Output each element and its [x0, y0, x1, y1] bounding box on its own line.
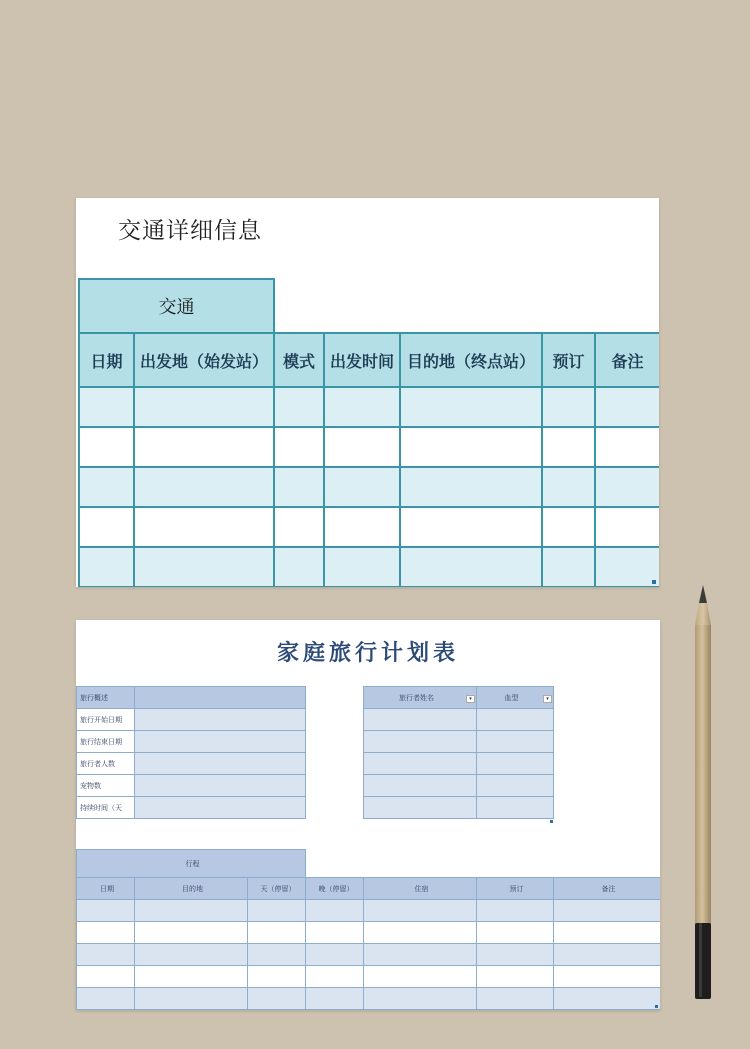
table-cell[interactable] — [274, 507, 324, 547]
table-cell[interactable] — [364, 797, 477, 819]
table-cell[interactable] — [477, 900, 554, 922]
table-cell[interactable] — [77, 922, 135, 944]
table-cell[interactable] — [554, 922, 661, 944]
table-cell[interactable] — [79, 467, 134, 507]
table-cell[interactable] — [134, 547, 274, 587]
table-cell[interactable] — [134, 387, 274, 427]
table-cell[interactable] — [364, 731, 477, 753]
transport-section-header: 交通 — [79, 279, 274, 333]
table-cell[interactable] — [364, 944, 477, 966]
overview-label: 旅行者人数 — [77, 753, 135, 775]
overview-label: 持续时间（天 — [77, 797, 135, 819]
column-label: 血型 — [504, 693, 519, 702]
table-row — [77, 687, 306, 709]
overview-label: 旅行开始日期 — [77, 709, 135, 731]
table-cell[interactable] — [364, 775, 477, 797]
overview-label: 宠物数 — [77, 775, 135, 797]
table-cell[interactable] — [542, 467, 595, 507]
table-row — [77, 753, 306, 775]
travel-plan-sheet — [76, 620, 660, 1010]
table-row — [77, 988, 661, 1010]
table-cell[interactable] — [135, 709, 306, 731]
table-cell[interactable] — [400, 427, 542, 467]
itinerary-table — [76, 849, 660, 1010]
transport-sheet — [76, 198, 659, 587]
itinerary-header: 行程 — [77, 850, 306, 878]
table-cell[interactable] — [477, 797, 554, 819]
table-row — [77, 878, 661, 900]
overview-header: 旅行概述 — [77, 687, 135, 709]
table-cell[interactable] — [77, 944, 135, 966]
table-row — [77, 900, 661, 922]
travel-plan-title: 家庭旅行计划表 — [276, 640, 459, 666]
table-cell[interactable] — [364, 753, 477, 775]
table-cell[interactable] — [134, 467, 274, 507]
column-header: 预订 — [542, 333, 595, 387]
table-cell[interactable] — [248, 900, 306, 922]
table-row — [364, 687, 554, 709]
column-header: 出发时间 — [324, 333, 400, 387]
table-cell[interactable] — [542, 547, 595, 587]
table-cell[interactable] — [248, 944, 306, 966]
table-cell[interactable] — [477, 775, 554, 797]
table-cell[interactable] — [306, 988, 364, 1010]
table-cell[interactable] — [595, 387, 659, 427]
column-label: 旅行者姓名 — [399, 693, 434, 702]
table-cell[interactable] — [135, 731, 306, 753]
column-header: 目的地（终点站） — [400, 333, 542, 387]
transport-title: 交通详细信息 — [118, 218, 262, 244]
column-header[interactable] — [477, 687, 554, 709]
table-cell[interactable] — [477, 966, 554, 988]
column-header: 备注 — [595, 333, 659, 387]
table-cell[interactable] — [554, 988, 661, 1010]
table-row — [77, 709, 306, 731]
table-cell[interactable] — [400, 547, 542, 587]
table-cell[interactable] — [79, 387, 134, 427]
table-cell[interactable] — [364, 922, 477, 944]
travelers-table — [363, 686, 554, 819]
table-cell[interactable] — [306, 966, 364, 988]
table-cell[interactable] — [134, 507, 274, 547]
column-header: 预订 — [477, 878, 554, 900]
table-cell[interactable] — [324, 547, 400, 587]
column-header: 晚（停留） — [306, 878, 364, 900]
table-row — [364, 709, 554, 731]
table-cell[interactable] — [554, 966, 661, 988]
table-cell[interactable] — [595, 507, 659, 547]
table-cell[interactable] — [477, 709, 554, 731]
table-row — [79, 507, 659, 547]
table-cell[interactable] — [324, 387, 400, 427]
table-cell[interactable] — [400, 467, 542, 507]
table-cell[interactable] — [324, 467, 400, 507]
table-cell[interactable] — [135, 922, 248, 944]
table-cell[interactable] — [595, 467, 659, 507]
table-cell[interactable] — [595, 547, 659, 587]
overview-label: 旅行结束日期 — [77, 731, 135, 753]
column-header: 出发地（始发站） — [134, 333, 274, 387]
table-cell[interactable] — [542, 507, 595, 547]
table-row — [77, 944, 661, 966]
table-cell[interactable] — [477, 944, 554, 966]
column-header: 模式 — [274, 333, 324, 387]
overview-table — [76, 686, 306, 819]
column-header: 备注 — [554, 878, 661, 900]
table-cell[interactable] — [77, 988, 135, 1010]
table-cell[interactable] — [542, 387, 595, 427]
table-row — [364, 775, 554, 797]
column-header: 天（停留） — [248, 878, 306, 900]
table-cell[interactable] — [400, 387, 542, 427]
table-cell[interactable] — [77, 966, 135, 988]
table-cell[interactable] — [477, 922, 554, 944]
table-cell[interactable] — [135, 966, 248, 988]
table-cell[interactable] — [135, 797, 306, 819]
table-cell[interactable] — [134, 427, 274, 467]
table-cell[interactable] — [248, 922, 306, 944]
table-cell[interactable] — [364, 900, 477, 922]
table-row — [77, 966, 661, 988]
table-row — [79, 467, 659, 507]
column-header[interactable] — [364, 687, 477, 709]
table-row — [77, 775, 306, 797]
table-cell[interactable] — [135, 753, 306, 775]
table-row — [364, 753, 554, 775]
table-cell[interactable] — [135, 687, 306, 709]
table-cell[interactable] — [248, 988, 306, 1010]
column-header: 住宿 — [364, 878, 477, 900]
table-cell[interactable] — [77, 900, 135, 922]
table-cell[interactable] — [135, 944, 248, 966]
table-row — [364, 731, 554, 753]
dropdown-arrow-icon[interactable]: ▾ — [543, 695, 552, 703]
table-cell[interactable] — [400, 507, 542, 547]
table-cell[interactable] — [135, 775, 306, 797]
table-cell[interactable] — [135, 988, 248, 1010]
table-cell[interactable] — [79, 427, 134, 467]
table-cell[interactable] — [79, 547, 134, 587]
table-row — [79, 427, 659, 467]
table-row — [79, 387, 659, 427]
table-row — [77, 731, 306, 753]
dropdown-arrow-icon[interactable]: ▾ — [466, 695, 475, 703]
table-cell[interactable] — [324, 427, 400, 467]
resize-handle[interactable] — [550, 820, 553, 823]
table-row — [79, 547, 659, 587]
table-cell[interactable] — [274, 387, 324, 427]
resize-handle[interactable] — [655, 1005, 658, 1008]
table-cell[interactable] — [595, 427, 659, 467]
table-cell[interactable] — [274, 427, 324, 467]
table-cell[interactable] — [248, 966, 306, 988]
table-cell[interactable] — [306, 944, 364, 966]
table-cell[interactable] — [306, 900, 364, 922]
table-cell[interactable] — [542, 427, 595, 467]
table-cell[interactable] — [274, 547, 324, 587]
table-cell[interactable] — [364, 988, 477, 1010]
column-header: 目的地 — [135, 878, 248, 900]
table-cell[interactable] — [477, 753, 554, 775]
table-cell[interactable] — [364, 966, 477, 988]
resize-handle[interactable] — [652, 580, 656, 584]
table-cell[interactable] — [306, 922, 364, 944]
column-header: 日期 — [77, 878, 135, 900]
table-cell[interactable] — [274, 467, 324, 507]
table-row — [364, 797, 554, 819]
table-cell[interactable] — [477, 731, 554, 753]
table-row — [77, 797, 306, 819]
column-header: 日期 — [79, 333, 134, 387]
pencil-icon — [690, 585, 716, 1005]
table-cell[interactable] — [554, 900, 661, 922]
table-cell[interactable] — [554, 944, 661, 966]
table-row — [77, 922, 661, 944]
table-cell[interactable] — [364, 709, 477, 731]
table-cell[interactable] — [477, 988, 554, 1010]
transport-table — [78, 278, 659, 587]
table-row — [77, 850, 661, 878]
table-cell[interactable] — [324, 507, 400, 547]
table-cell[interactable] — [79, 507, 134, 547]
table-cell[interactable] — [135, 900, 248, 922]
